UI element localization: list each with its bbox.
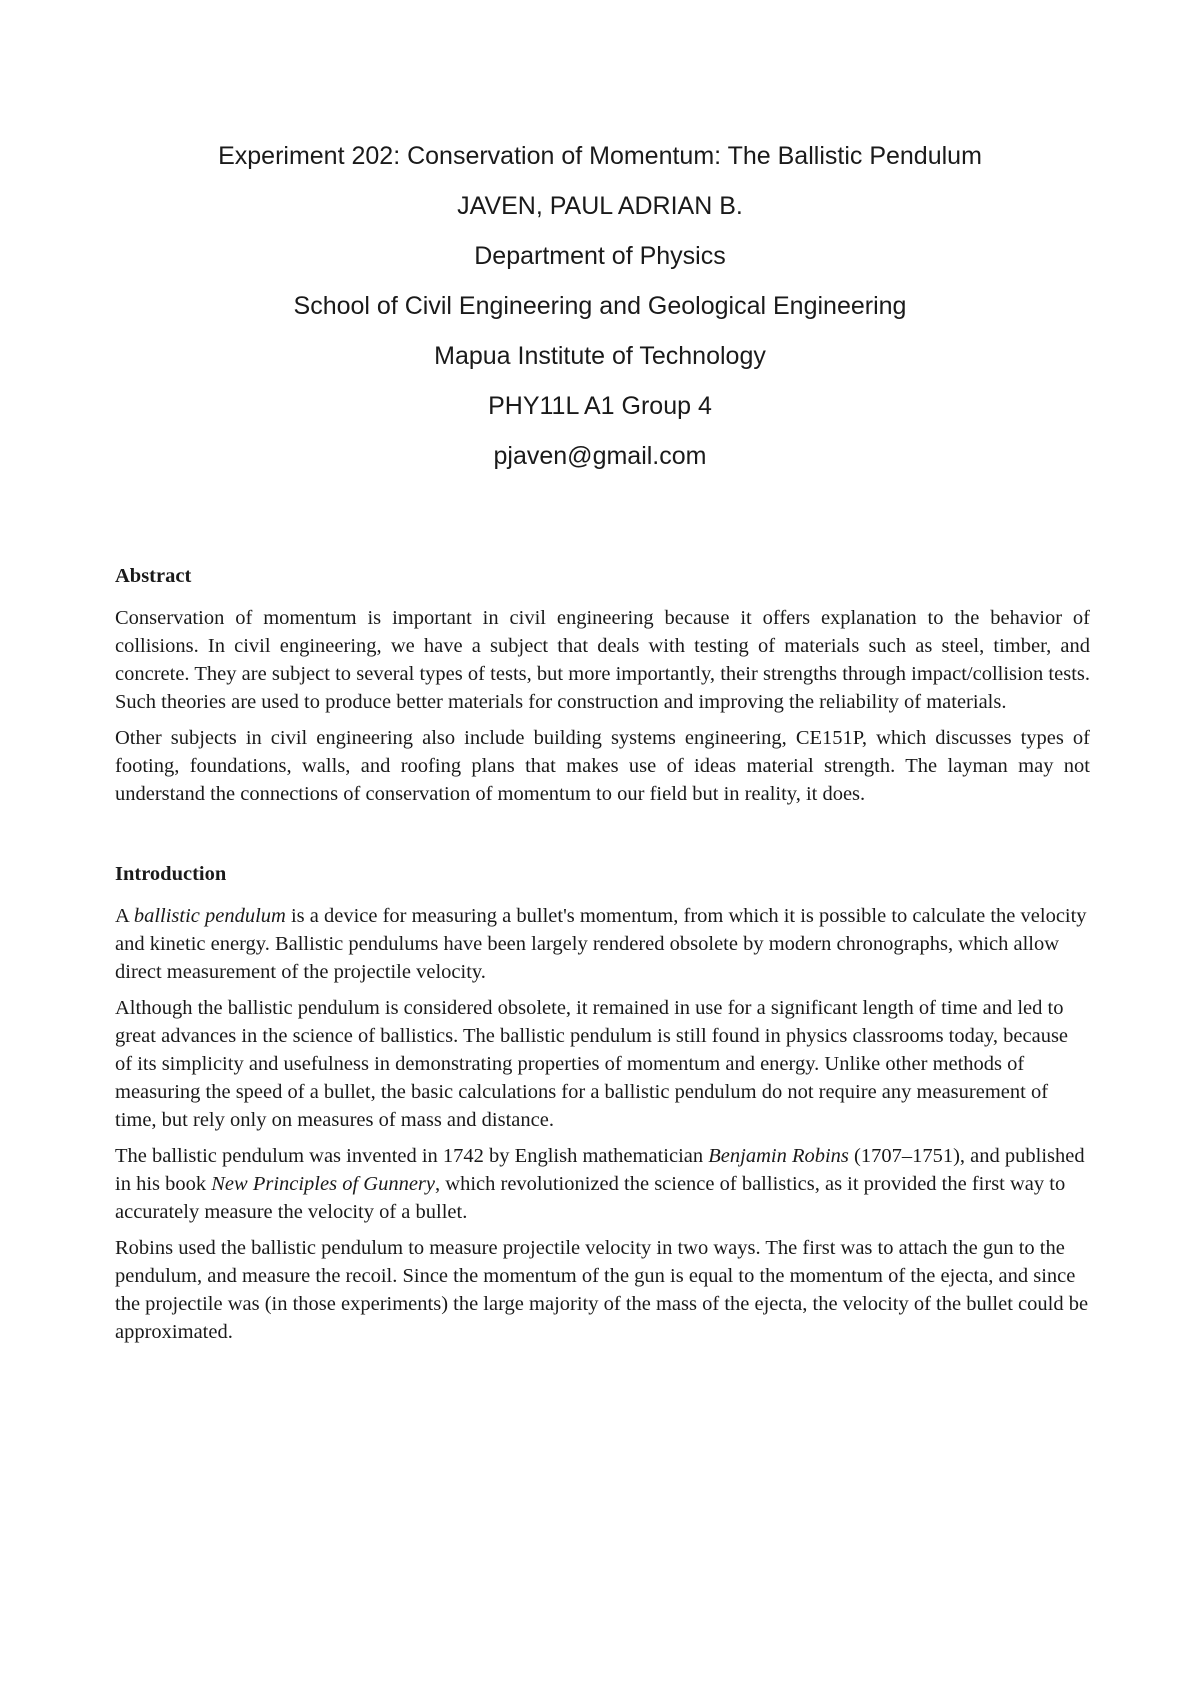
section-spacer bbox=[115, 816, 1090, 860]
author-name: JAVEN, PAUL ADRIAN B. bbox=[457, 192, 743, 220]
abstract-paragraph-2: Other subjects in civil engineering also include building systems engineering, CE151P, which discusses types of footing, foundations, walls, and roofing plans that makes use of ideas material strength. The layman may not understand the connections of conservation of momentum to our field but in reality, it does. bbox=[115, 727, 1090, 805]
document-body bbox=[115, 562, 1090, 1354]
abstract-paragraph-1: Conservation of momentum is important in civil engineering because it offers explanation to the behavior of collisions. In civil engineering, we have a subject that deals with testing of materials such as steel, timber, and concrete. They are subject to several types of tests, but more importantly, their strengths through impact/collision tests. Such theories are used to produce better materials for construction and improving the reliability of materials. bbox=[115, 607, 1090, 713]
introduction-heading: Introduction bbox=[115, 863, 227, 885]
intro-p3-emphasis-book: New Principles of Gunnery bbox=[211, 1173, 436, 1195]
department-name: Department of Physics bbox=[474, 242, 726, 270]
introduction-section bbox=[115, 860, 1090, 1346]
intro-p3-text-b: (1707–1751), and published in his book bbox=[115, 1145, 1085, 1195]
introduction-paragraph-3 bbox=[115, 1142, 1090, 1226]
abstract-heading: Abstract bbox=[115, 565, 192, 587]
paper-title: Experiment 202: Conservation of Momentum: The Ballistic Pendulum bbox=[218, 142, 982, 170]
title-block bbox=[0, 140, 1200, 490]
intro-p3-text-a: The ballistic pendulum was invented in 1742 by English mathematician bbox=[115, 1145, 709, 1167]
introduction-paragraph-1 bbox=[115, 902, 1090, 986]
intro-p1-text-a: A bbox=[115, 905, 134, 927]
intro-p1-emphasis: ballistic pendulum bbox=[133, 905, 286, 927]
intro-p3-text-c: , which revolutionized the science of ballistics, as it provided the first way to accurately measure the velocity of a bullet. bbox=[115, 1173, 1066, 1223]
class-group: PHY11L A1 Group 4 bbox=[488, 392, 712, 420]
introduction-paragraph-4: Robins used the ballistic pendulum to measure projectile velocity in two ways. The first was to attach the gun to the pendulum, and measure the recoil. Since the momentum of the gun is equal to the momentum of the ejecta, and since the projectile was (in those experiments) the large majority of the mass of the ejecta, the velocity of the bullet could be approximated. bbox=[115, 1237, 1089, 1343]
author-email: pjaven@gmail.com bbox=[493, 442, 707, 470]
introduction-paragraph-2: Although the ballistic pendulum is considered obsolete, it remained in use for a significant length of time and led to great advances in the science of ballistics. The ballistic pendulum is still found in physics classrooms today, because of its simplicity and usefulness in demonstrating properties of momentum and energy. Unlike other methods of measuring the speed of a bullet, the basic calculations for a ballistic pendulum do not require any measurement of time, but rely only on measures of mass and distance. bbox=[115, 997, 1069, 1131]
institute-name: Mapua Institute of Technology bbox=[434, 342, 766, 370]
intro-p3-emphasis-name: Benjamin Robins bbox=[708, 1145, 849, 1167]
intro-p1-text-b: is a device for measuring a bullet's momentum, from which it is possible to calculate the velocity and kinetic energy. Ballistic pendulums have been largely rendered obsolete by modern chronographs, which allow direct measurement of the projectile velocity. bbox=[115, 905, 1087, 983]
abstract-section bbox=[115, 562, 1090, 808]
school-name: School of Civil Engineering and Geological Engineering bbox=[293, 292, 907, 320]
